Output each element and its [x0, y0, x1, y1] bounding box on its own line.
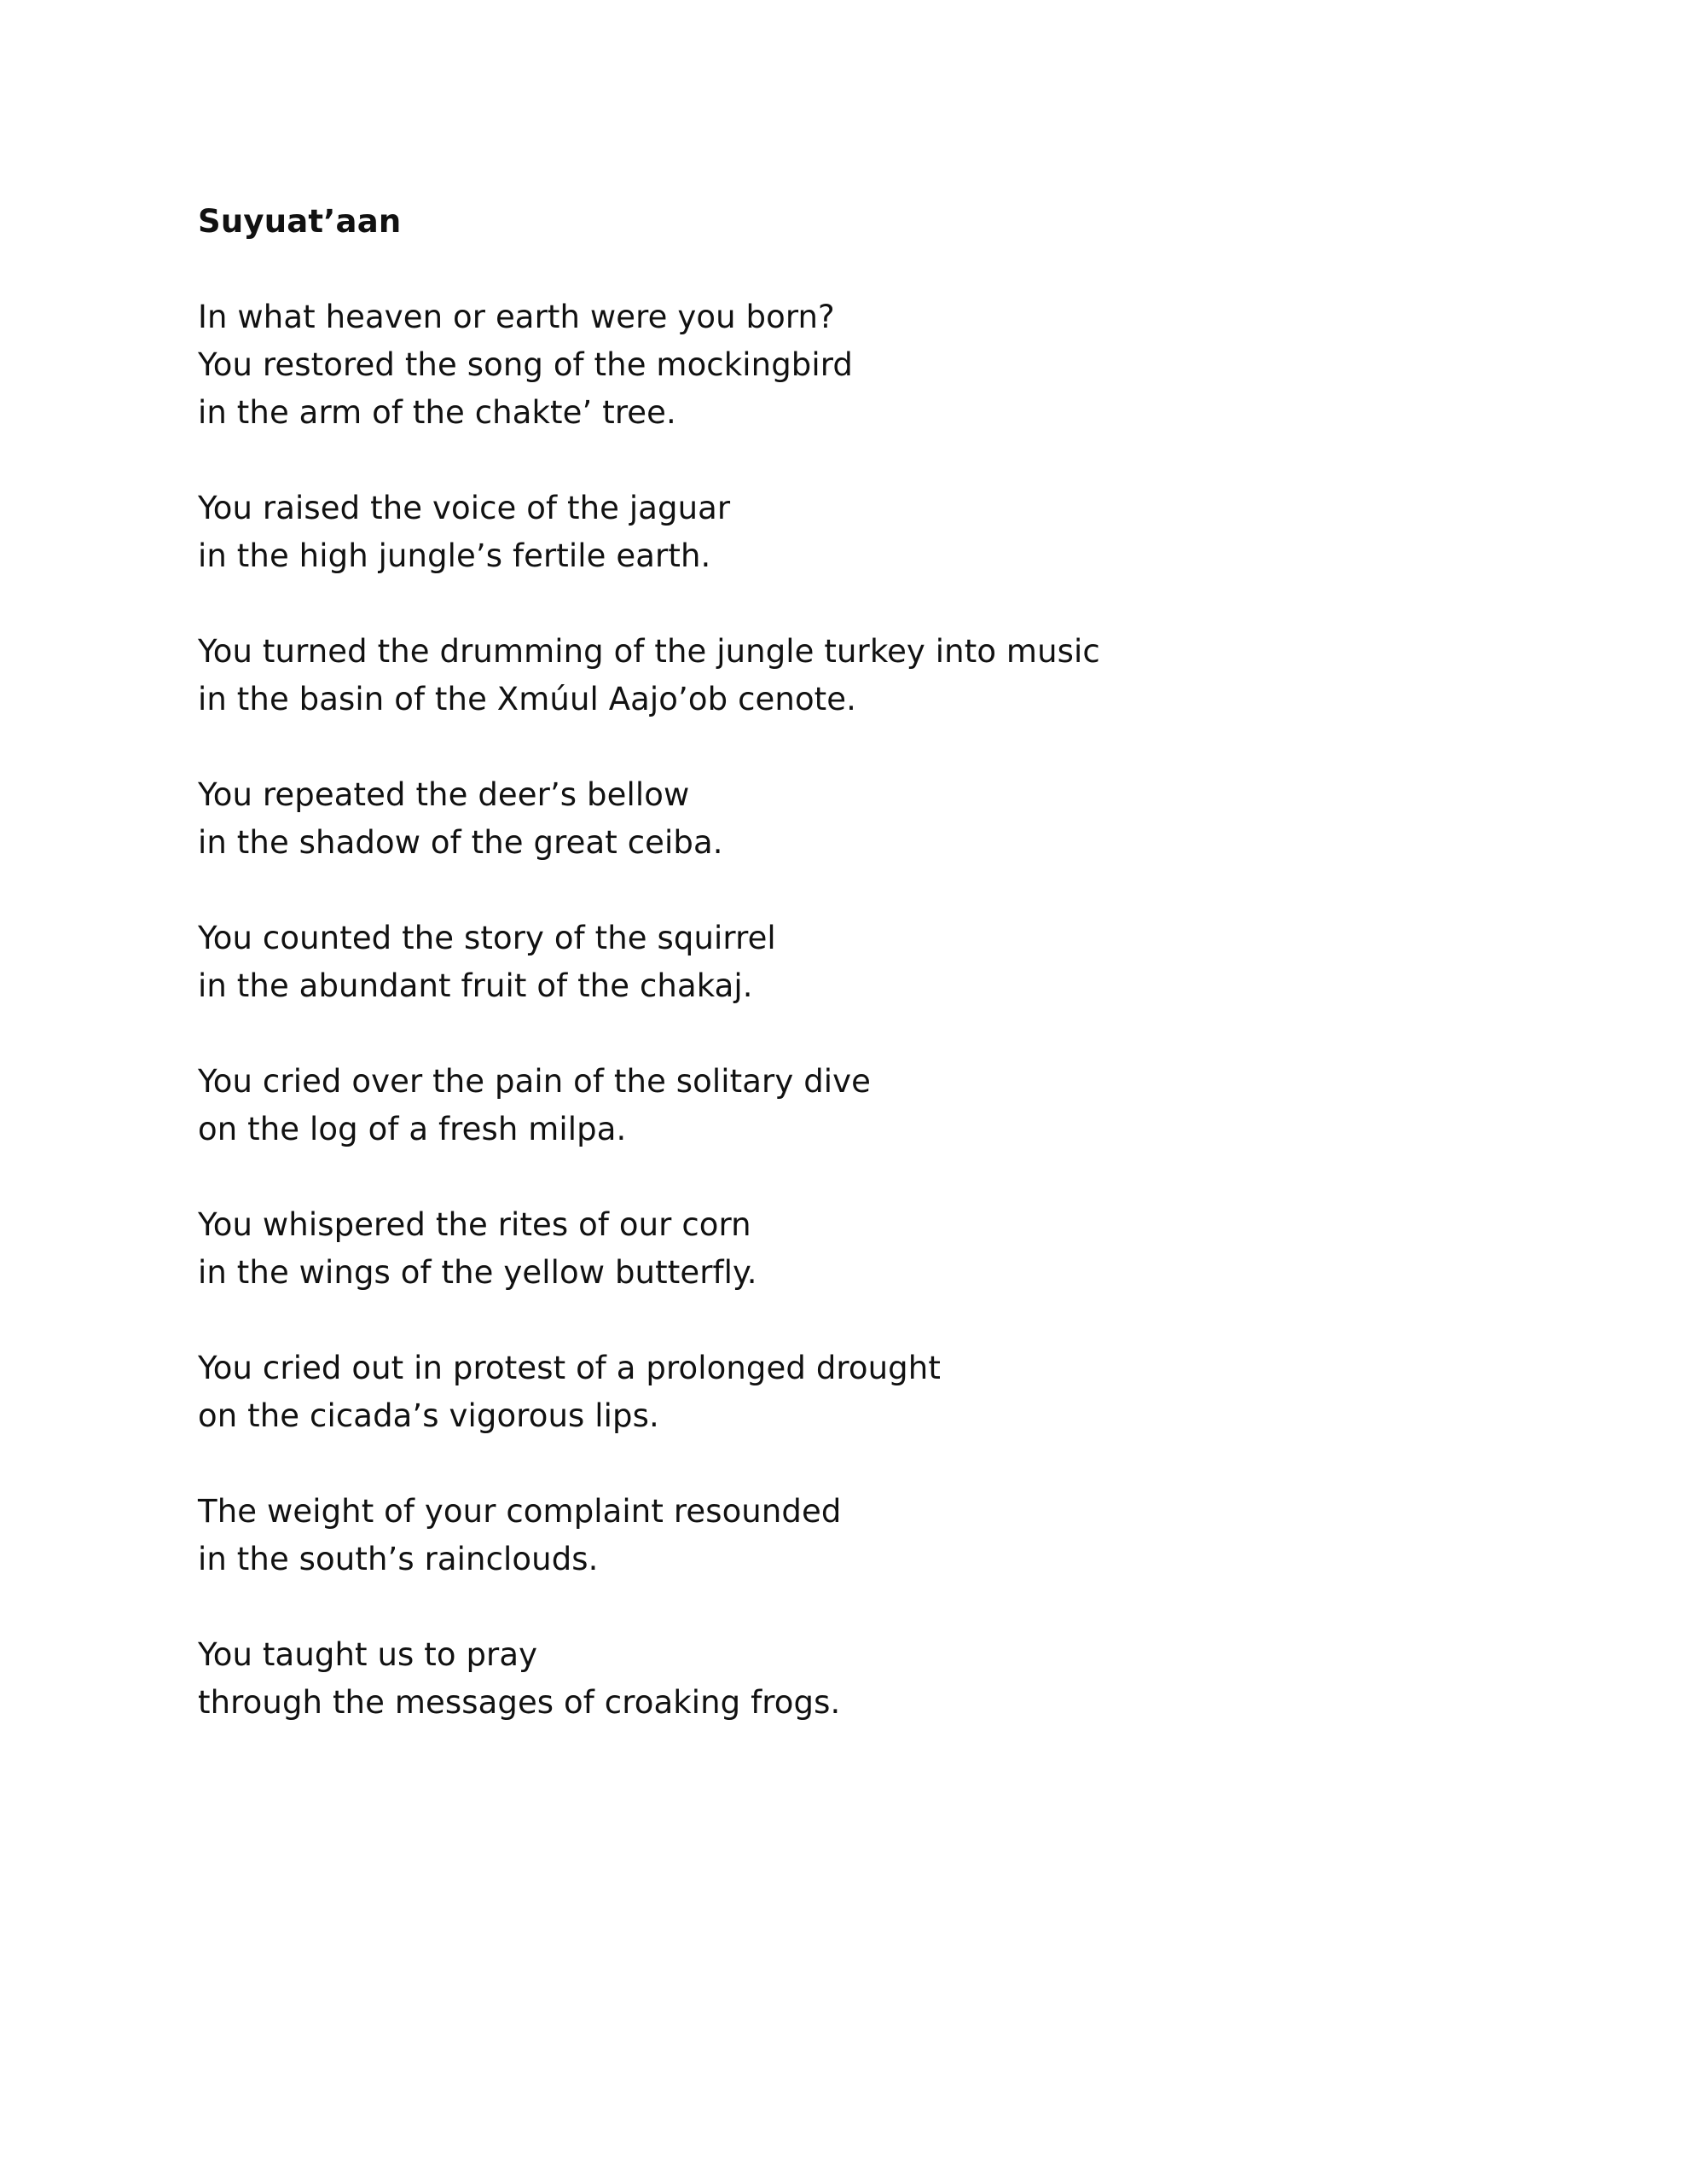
stanza-1 [198, 293, 1477, 437]
poem-line: in the arm of the chakte’ tree. [198, 394, 676, 431]
poem-line: in the wings of the yellow butterfly. [198, 1254, 757, 1291]
poem-line: in the high jungle’s fertile earth. [198, 537, 711, 574]
poem-line: You counted the story of the squirrel [198, 920, 776, 956]
poem-line: on the cicada’s vigorous lips. [198, 1397, 659, 1434]
poem-line: You repeated the deer’s bellow [198, 776, 690, 813]
poem-line: on the log of a fresh milpa. [198, 1111, 627, 1147]
poem-line: You cried out in protest of a prolonged drought [198, 1350, 941, 1386]
stanza-9 [198, 1488, 1477, 1583]
stanza-8 [198, 1345, 1477, 1440]
poem-line: You restored the song of the mockingbird [198, 346, 854, 383]
poem-line: You turned the drumming of the jungle turkey into music [198, 633, 1100, 670]
stanza-5 [198, 915, 1477, 1010]
poem-line: You taught us to pray [198, 1636, 538, 1673]
stanza-10 [198, 1631, 1477, 1727]
poem-line: You whispered the rites of our corn [198, 1206, 751, 1243]
poem-line: in the abundant fruit of the chakaj. [198, 967, 753, 1004]
stanza-3 [198, 628, 1477, 723]
poem [198, 198, 1477, 1774]
stanza-2 [198, 485, 1477, 580]
poem-line: in the shadow of the great ceiba. [198, 824, 723, 861]
poem-line: In what heaven or earth were you born? [198, 299, 835, 335]
poem-line: in the south’s rainclouds. [198, 1541, 599, 1577]
poem-line: in the basin of the Xmúul Aajo’ob cenote. [198, 681, 857, 717]
stanza-4 [198, 771, 1477, 867]
stanza-6 [198, 1058, 1477, 1153]
stanza-7 [198, 1201, 1477, 1297]
poem-title: Suyuat’aan [198, 203, 402, 240]
poem-line: You cried over the pain of the solitary dive [198, 1063, 872, 1100]
poem-line: The weight of your complaint resounded [198, 1493, 842, 1530]
poem-line: through the messages of croaking frogs. [198, 1684, 841, 1721]
poem-line: You raised the voice of the jaguar [198, 490, 731, 526]
